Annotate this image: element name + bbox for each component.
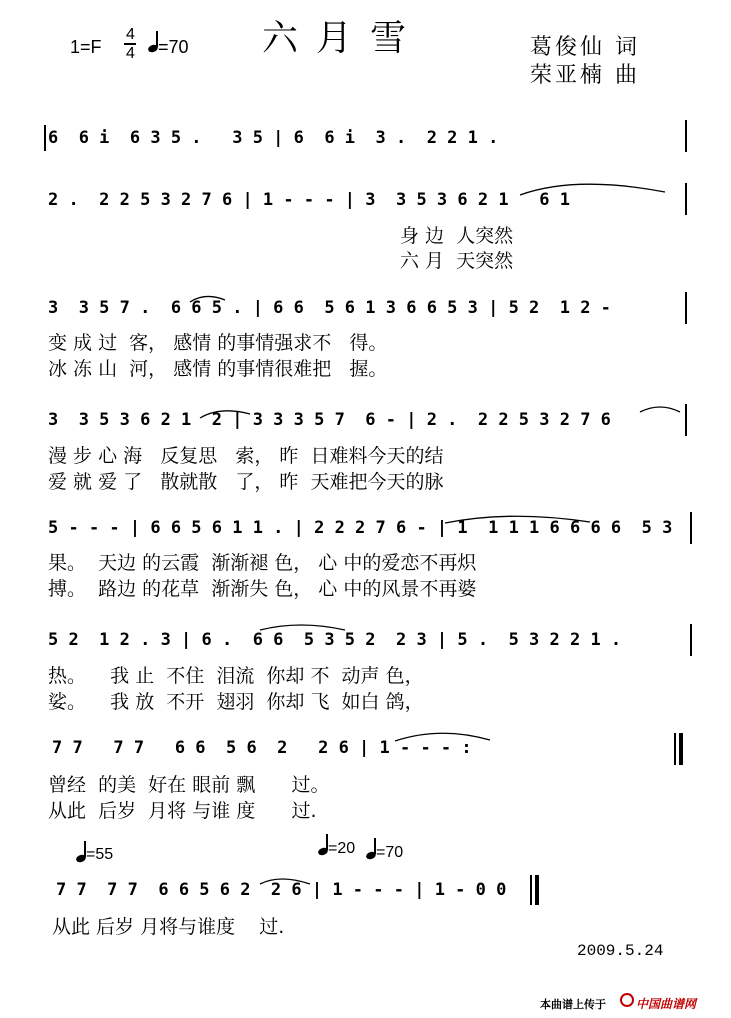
lyric-verse-1: 身 边 人突然 bbox=[400, 225, 514, 247]
lyric-verse-1: 曾经 的美 好在 眼前 飘 过。 bbox=[48, 774, 330, 796]
notation-row-6: 5 2 1 2 . 3 | 6 . 6 6 5 3 5 2 2 3 | 5 . 5 3 2 2 1 . bbox=[48, 630, 622, 650]
lyricist-credit: 葛俊仙 词 bbox=[530, 35, 640, 60]
tempo-change-2: =20 bbox=[328, 840, 356, 857]
lyric-verse-1: 漫 步 心 海 反复思 索， 昨 日难料今天的结 bbox=[48, 445, 444, 467]
lyric-verse-1: 果。 天边 的云霞 渐渐褪 色， 心 中的爱恋不再炽 bbox=[48, 552, 477, 574]
time-signature-bottom: 4 bbox=[126, 45, 135, 62]
lyric-verse-2: 爱 就 爱 了 散就散 了， 昨 天难把今天的脉 bbox=[48, 471, 444, 493]
lyric-verse-2: 娑。 我 放 不开 翅羽 你却 飞 如白 鸽， bbox=[48, 691, 424, 713]
lyric-verse-2: 冰 冻 山 河， 感情 的事情很难把 握。 bbox=[48, 358, 388, 380]
tempo-change-3: =70 bbox=[376, 844, 404, 861]
lyric-verse-1: 热。 我 止 不住 泪流 你却 不 动声 色， bbox=[48, 665, 424, 687]
composer-credit: 荣亚楠 曲 bbox=[530, 63, 640, 88]
notation-row-3: 3 3 5 7 . 6 6 5 . | 6 6 5 6 1 3 6 6 5 3 | 5 2 1 2 - bbox=[48, 298, 611, 318]
lyric-verse-2: 六 月 天突然 bbox=[400, 250, 514, 272]
tempo-change-1: =55 bbox=[86, 846, 114, 863]
time-signature-top: 4 bbox=[126, 26, 135, 43]
tempo-marking: =70 bbox=[158, 37, 189, 57]
notation-row-2: 2 . 2 2 5 3 2 7 6 | 1 - - - | 3 3 5 3 6 2 1 6 1 bbox=[48, 190, 570, 210]
key-signature: 1=F bbox=[70, 37, 102, 57]
lyric-coda: 从此 后岁 月将与谁度 过. bbox=[52, 916, 285, 938]
notation-row-8: 7 7 7 7 6 6 5 6 2 2 6 | 1 - - - | 1 - 0 0 bbox=[56, 880, 507, 900]
date-stamp: 2009.5.24 bbox=[577, 942, 664, 960]
lyric-verse-1: 变 成 过 客， 感情 的事情强求不 得。 bbox=[48, 332, 388, 354]
notation-row-5: 5 - - - | 6 6 5 6 1 1 . | 2 2 2 7 6 - | 1 1 1 1 6 6 6 6 5 3 bbox=[48, 518, 673, 538]
notation-row-1: 6 6 i 6 3 5 . 3 5 | 6 6 i 3 . 2 2 1 . bbox=[48, 128, 499, 148]
song-title: 六月雪 bbox=[262, 18, 425, 59]
lyric-verse-2: 搏。 路边 的花草 渐渐失 色， 心 中的风景不再婆 bbox=[48, 578, 477, 600]
notation-row-7: 7 7 7 7 6 6 5 6 2 2 6 | 1 - - - : bbox=[52, 738, 472, 758]
upload-note: 本曲谱上传于 bbox=[540, 998, 606, 1011]
lyric-verse-2: 从此 后岁 月将 与谁 度 过. bbox=[48, 800, 317, 822]
notation-row-4: 3 3 5 3 6 2 1 2 | 3 3 3 5 7 6 - | 2 . 2 2 5 3 2 7 6 bbox=[48, 410, 611, 430]
site-link[interactable]: 中国曲谱网 bbox=[636, 997, 697, 1011]
